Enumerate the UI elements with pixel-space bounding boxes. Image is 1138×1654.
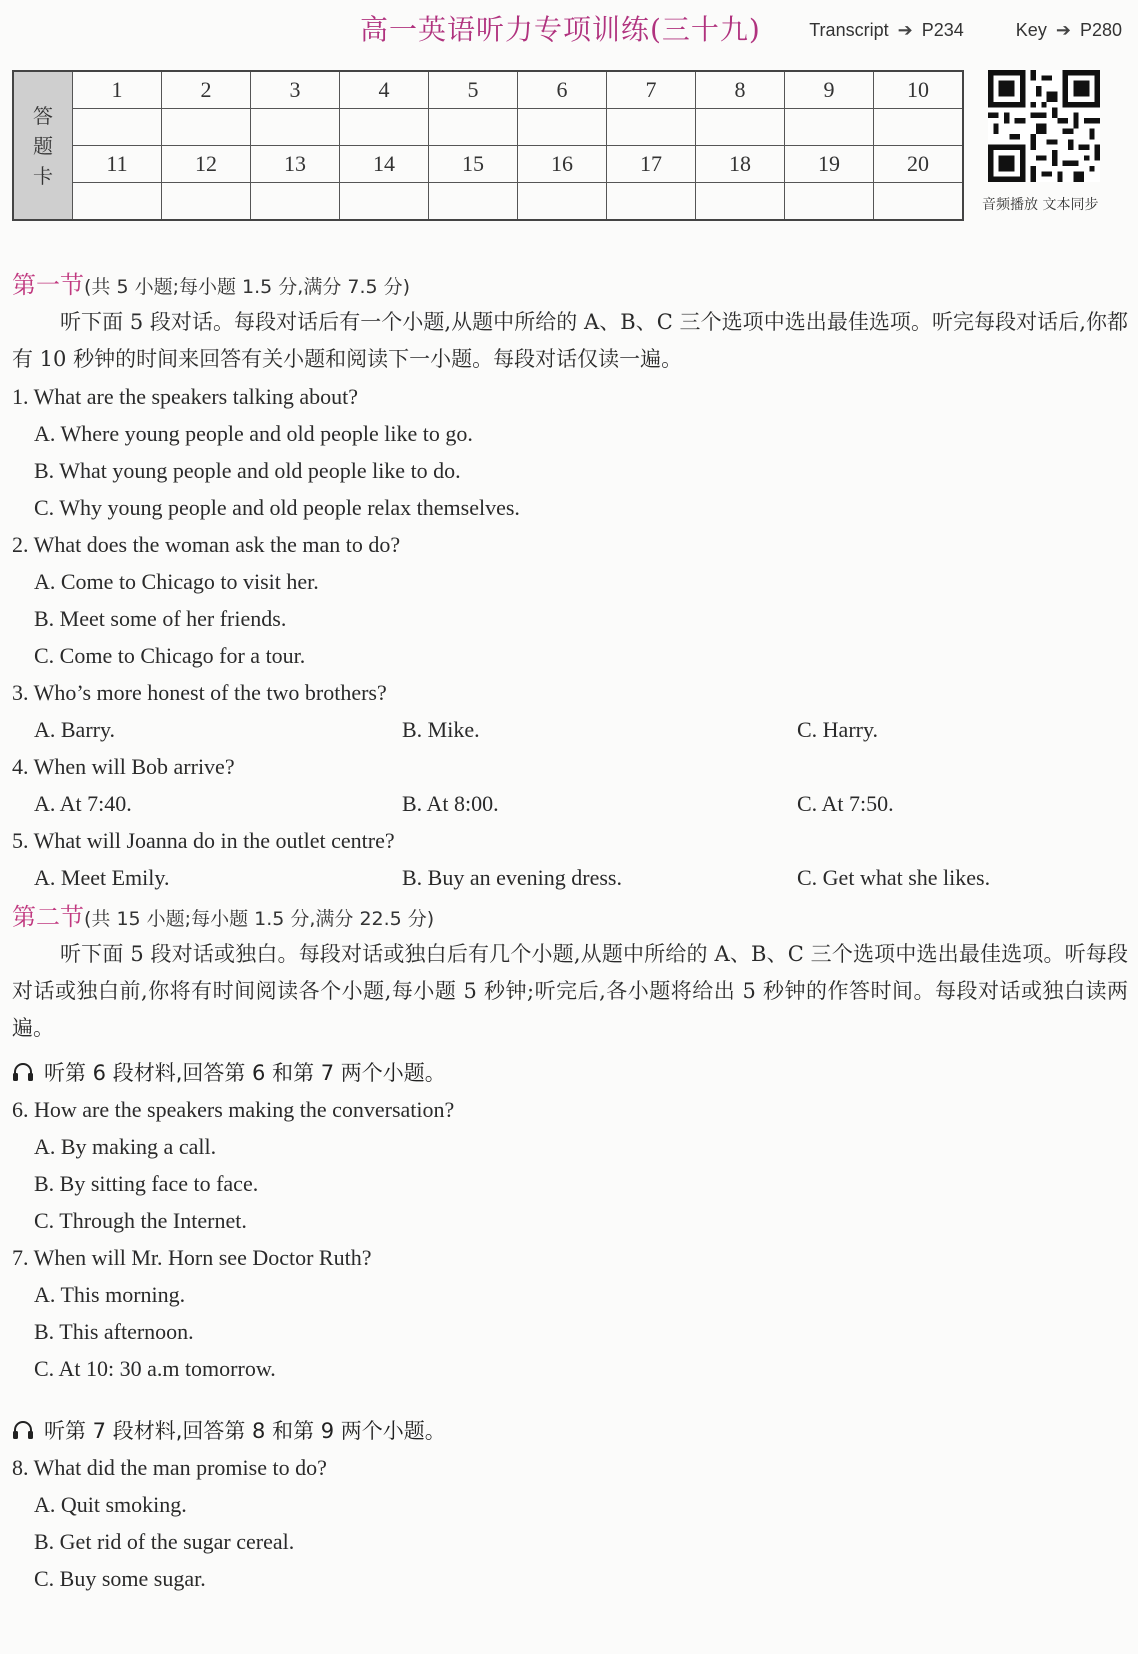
answer-cell[interactable] — [696, 109, 785, 146]
answer-cell[interactable] — [162, 183, 251, 221]
option[interactable]: A. Quit smoking. — [34, 1492, 187, 1517]
section1-instruction: 听下面 5 段对话。每段对话后有一个小题,从题中所给的 A、B、C 三个选项中选出最佳选项。听完每段对话后,你都有 10 秒钟的时间来回答有关小题和阅读下一小题。每段对话仅读一遍。 — [12, 310, 1128, 371]
arrow-right-icon: ➔ — [1055, 20, 1071, 40]
question-number: 1 — [73, 71, 162, 109]
answer-cell[interactable] — [340, 109, 429, 146]
section1-heading: 第一节(共 5 小题;每小题 1.5 分,满分 7.5 分) — [12, 271, 411, 299]
question: 2. What does the woman ask the man to do? — [12, 532, 401, 557]
reference-pages — [805, 20, 1122, 41]
option[interactable]: C. At 10: 30 a.m tomorrow. — [34, 1356, 276, 1381]
answer-cell[interactable] — [518, 183, 607, 221]
option[interactable]: A. Barry. — [34, 717, 116, 742]
question: 7. When will Mr. Horn see Doctor Ruth? — [12, 1245, 372, 1270]
answer-cell[interactable] — [785, 109, 874, 146]
question-number: 19 — [785, 146, 874, 183]
option-row — [34, 785, 1128, 822]
content — [12, 268, 1128, 1597]
option[interactable]: B. By sitting face to face. — [34, 1171, 259, 1196]
answer-cell[interactable] — [251, 183, 340, 221]
transcript-page: P234 — [921, 20, 964, 40]
question: 4. When will Bob arrive? — [12, 754, 235, 779]
option[interactable]: A. Come to Chicago to visit her. — [34, 569, 319, 594]
option[interactable]: A. Meet Emily. — [34, 865, 170, 890]
question-number: 2 — [162, 71, 251, 109]
answer-cell[interactable] — [874, 183, 964, 221]
section2-heading: 第二节(共 15 小题;每小题 1.5 分,满分 22.5 分) — [12, 903, 435, 931]
option[interactable]: C. Come to Chicago for a tour. — [34, 643, 306, 668]
question-number: 10 — [874, 71, 964, 109]
question-number: 14 — [340, 146, 429, 183]
question: 5. What will Joanna do in the outlet centre? — [12, 828, 395, 853]
option[interactable]: C. Harry. — [797, 717, 879, 742]
option[interactable]: C. Through the Internet. — [34, 1208, 247, 1233]
answer-cell[interactable] — [429, 109, 518, 146]
question-number: 8 — [696, 71, 785, 109]
option[interactable]: C. At 7:50. — [797, 791, 894, 816]
question-number: 15 — [429, 146, 518, 183]
arrow-right-icon: ➔ — [897, 20, 913, 40]
option[interactable]: B. Buy an evening dress. — [402, 865, 622, 890]
answer-cell[interactable] — [340, 183, 429, 221]
question: 1. What are the speakers talking about? — [12, 384, 358, 409]
question-number: 4 — [340, 71, 429, 109]
page-title: 高一英语听力专项训练(三十九) — [360, 13, 761, 46]
option[interactable]: A. This morning. — [34, 1282, 186, 1307]
key-page: P280 — [1079, 20, 1122, 40]
option[interactable]: B. Get rid of the sugar cereal. — [34, 1529, 295, 1554]
question: 3. Who’s more honest of the two brothers? — [12, 680, 387, 705]
question-number: 13 — [251, 146, 340, 183]
question-number: 17 — [607, 146, 696, 183]
answer-card — [12, 70, 964, 221]
answer-cell[interactable] — [696, 183, 785, 221]
option[interactable]: C. Why young people and old people relax themselves. — [34, 495, 520, 520]
option[interactable]: B. At 8:00. — [402, 791, 499, 816]
question-number: 11 — [73, 146, 162, 183]
key-label: Key — [1015, 20, 1047, 40]
option[interactable]: C. Buy some sugar. — [34, 1566, 206, 1591]
answer-cell[interactable] — [162, 109, 251, 146]
question-number: 5 — [429, 71, 518, 109]
answer-cell[interactable] — [607, 109, 696, 146]
answer-cell[interactable] — [607, 183, 696, 221]
section2-instruction: 听下面 5 段对话或独白。每段对话或独白后有几个小题,从题中所给的 A、B、C 三个选项中选出最佳选项。听每段对话或独白前,你将有时间阅读各个小题,每小题 5 秒钟;听完后,各小题将给出 5 秒钟的作答时间。每段对话或独白读两遍。 — [12, 942, 1128, 1040]
transcript-label: Transcript — [809, 20, 889, 40]
question-number: 20 — [874, 146, 964, 183]
qr-caption: 音频播放 文本同步 — [982, 197, 1099, 213]
answer-cell[interactable] — [73, 183, 162, 221]
answer-cell[interactable] — [73, 109, 162, 146]
qr-code-icon[interactable] — [988, 70, 1100, 182]
option[interactable]: A. By making a call. — [34, 1134, 217, 1159]
question-number: 16 — [518, 146, 607, 183]
option[interactable]: B. Mike. — [402, 717, 480, 742]
option[interactable]: B. This afternoon. — [34, 1319, 194, 1344]
question-number: 3 — [251, 71, 340, 109]
headphones-icon[interactable] — [12, 1062, 34, 1082]
answer-card-label: 答 题 卡 — [13, 71, 73, 220]
option[interactable]: B. Meet some of her friends. — [34, 606, 287, 631]
audio-part-title: 听第 6 段材料,回答第 6 和第 7 两个小题。 — [12, 1055, 1128, 1091]
answer-cell[interactable] — [251, 109, 340, 146]
option-row — [34, 859, 1128, 896]
option[interactable]: A. At 7:40. — [34, 791, 132, 816]
question-number: 18 — [696, 146, 785, 183]
question-number: 6 — [518, 71, 607, 109]
question: 8. What did the man promise to do? — [12, 1455, 327, 1480]
question: 6. How are the speakers making the conversation? — [12, 1097, 455, 1122]
option[interactable]: A. Where young people and old people like to go. — [34, 421, 473, 446]
answer-cell[interactable] — [429, 183, 518, 221]
answer-cell[interactable] — [874, 109, 964, 146]
question-number: 12 — [162, 146, 251, 183]
headphones-icon[interactable] — [12, 1420, 34, 1440]
option[interactable]: B. What young people and old people like to do. — [34, 458, 461, 483]
question-number: 7 — [607, 71, 696, 109]
question-number: 9 — [785, 71, 874, 109]
option-row — [34, 711, 1128, 748]
option[interactable]: C. Get what she likes. — [797, 865, 991, 890]
audio-part-title: 听第 7 段材料,回答第 8 和第 9 两个小题。 — [12, 1413, 1128, 1449]
answer-cell[interactable] — [518, 109, 607, 146]
answer-cell[interactable] — [785, 183, 874, 221]
